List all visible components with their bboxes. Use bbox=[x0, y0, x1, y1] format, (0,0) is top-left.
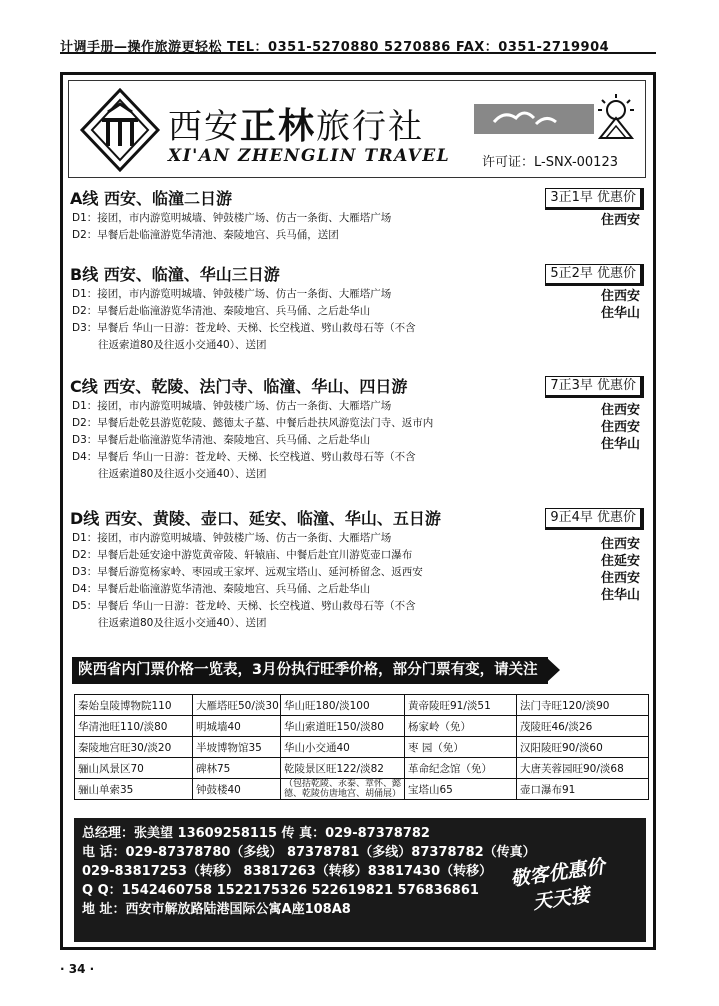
route-stay: 住西安 bbox=[600, 213, 640, 228]
route-day: D3：早餐后游览杨家岭、枣园或王家坪、远观宝塔山、延河桥留念、返西安 bbox=[72, 566, 423, 578]
route-title: D线 西安、黄陵、壶口、延安、临潼、华山、五日游 bbox=[70, 509, 441, 528]
table-row bbox=[75, 737, 649, 758]
route-price-tag: 3正1早 优惠价 bbox=[545, 188, 644, 210]
route-title: A线 西安、临潼二日游 bbox=[70, 189, 232, 208]
license-number: 许可证：L-SNX-00123 bbox=[482, 155, 618, 170]
route-day-continued-text: 往返索道80及往返小交通40）、送团 bbox=[98, 617, 267, 629]
route-stay: 住西安 bbox=[600, 289, 640, 304]
table-cell: 碑林75 bbox=[193, 758, 281, 779]
name-prefix: 西安 bbox=[168, 107, 240, 147]
table-cell: 华山旺180/淡100 bbox=[281, 695, 405, 716]
company-name-en: XI'AN ZHENGLIN TRAVEL bbox=[168, 146, 451, 166]
table-cell: 明城墙40 bbox=[193, 716, 281, 737]
route-stay: 住华山 bbox=[600, 306, 640, 321]
header-text: 计调手册—操作旅游更轻松 TEL：0351-5270880 5270886 FAX：0351-2719904 bbox=[60, 40, 610, 55]
contact-phone: 电 话：029-87378780（多线） 87378781（多线）87378782（传真） bbox=[82, 845, 536, 860]
route-day: D1：接团，市内游览明城墙、钟鼓楼广场、仿古一条街、大雁塔广场 bbox=[72, 212, 392, 224]
route-b bbox=[70, 264, 650, 354]
table-cell-note: （包括乾陵、永泰、章怀、懿德、乾陵仿唐地宫、胡俑展） bbox=[281, 779, 405, 800]
table-cell: 秦陵地宫旺30/淡20 bbox=[75, 737, 193, 758]
route-day: D2：早餐后赴乾县游览乾陵、懿德太子墓、中餐后赴扶风游览法门寺、返市内 bbox=[72, 417, 434, 429]
name-suffix: 旅行社 bbox=[316, 107, 425, 147]
cloud-sun-decoration-icon bbox=[474, 94, 642, 140]
route-stay: 住西安 bbox=[600, 537, 640, 552]
contact-qq: Q Q：1542460758 1522175326 522619821 576836861 bbox=[82, 883, 479, 898]
table-row bbox=[75, 695, 649, 716]
route-title: C线 西安、乾陵、法门寺、临潼、华山、四日游 bbox=[70, 377, 408, 396]
route-stay: 住华山 bbox=[600, 437, 640, 452]
route-price-tag: 9正4早 优惠价 bbox=[545, 508, 644, 530]
route-day-continued bbox=[70, 615, 650, 632]
route-c bbox=[70, 376, 650, 483]
route-stay: 住延安 bbox=[600, 554, 640, 569]
contact-phone-transfer: 029-83817253（转移） 83817263（转移）83817430（转移） bbox=[82, 864, 493, 879]
table-cell: 骊山单索35 bbox=[75, 779, 193, 800]
banner-arrow-tip bbox=[546, 657, 560, 683]
table-cell: 骊山风景区70 bbox=[75, 758, 193, 779]
table-cell: 半坡博物馆35 bbox=[193, 737, 281, 758]
route-day-continued-text: 往返索道80及往返小交通40）、送团 bbox=[98, 468, 267, 480]
route-day: D4：早餐后赴临潼游览华清池、秦陵地宫、兵马俑、之后赴华山 bbox=[72, 583, 371, 595]
table-cell: 法门寺旺120/淡90 bbox=[517, 695, 649, 716]
table-cell: 秦始皇陵博物院110 bbox=[75, 695, 193, 716]
route-day: D2：早餐后赴临潼游览华清池、秦陵地宫、兵马俑、之后赴华山 bbox=[72, 305, 371, 317]
route-price-tag: 5正2早 优惠价 bbox=[545, 264, 644, 286]
route-day: D4：早餐后 华山一日游：苍龙岭、天梯、长空栈道、劈山救母石等（不含 bbox=[72, 451, 416, 463]
slogan-line-1: 敬客优惠价 bbox=[509, 855, 607, 891]
table-cell: 枣 园（免） bbox=[405, 737, 517, 758]
route-day: D2：早餐后赴延安途中游览黄帝陵、轩辕庙、中餐后赴宜川游览壶口瀑布 bbox=[72, 549, 413, 561]
table-cell: 乾陵景区旺122/淡82 bbox=[281, 758, 405, 779]
route-stay: 住西安 bbox=[600, 571, 640, 586]
table-cell: 黄帝陵旺91/淡51 bbox=[405, 695, 517, 716]
route-day-continued bbox=[70, 337, 650, 354]
route-stay: 住西安 bbox=[600, 420, 640, 435]
table-row bbox=[75, 716, 649, 737]
route-d bbox=[70, 508, 650, 632]
route-price-tag: 7正3早 优惠价 bbox=[545, 376, 644, 398]
table-row bbox=[75, 758, 649, 779]
route-day-continued bbox=[70, 466, 650, 483]
header-rule bbox=[60, 52, 656, 54]
route-day: D1：接团，市内游览明城墙、钟鼓楼广场、仿古一条街、大雁塔广场 bbox=[72, 532, 392, 544]
table-cell: 壶口瀑布91 bbox=[517, 779, 649, 800]
table-cell: 茂陵旺46/淡26 bbox=[517, 716, 649, 737]
route-stay: 住华山 bbox=[600, 588, 640, 603]
route-day: D2：早餐后赴临潼游览华清池、秦陵地宫、兵马俑，送团 bbox=[72, 229, 339, 241]
contact-manager-fax: 总经理：张美望 13609258115 传 真：029-87378782 bbox=[82, 826, 430, 841]
ticket-price-table bbox=[74, 694, 649, 800]
route-day: D1：接团，市内游览明城墙、钟鼓楼广场、仿古一条街、大雁塔广场 bbox=[72, 400, 392, 412]
table-cell: 钟鼓楼40 bbox=[193, 779, 281, 800]
table-cell: 华山索道旺150/淡80 bbox=[281, 716, 405, 737]
route-day: D3：早餐后赴临潼游览华清池、秦陵地宫、兵马俑、之后赴华山 bbox=[72, 434, 371, 446]
company-name-cn bbox=[168, 98, 424, 149]
route-day-continued-text: 往返索道80及往返小交通40）、送团 bbox=[98, 339, 267, 351]
table-cell: 革命纪念馆（免） bbox=[405, 758, 517, 779]
table-cell: 汉阳陵旺90/淡60 bbox=[517, 737, 649, 758]
table-cell: 大唐芙蓉园旺90/淡68 bbox=[517, 758, 649, 779]
ticket-price-banner: 陕西省内门票价格一览表，3月份执行旺季价格，部分门票有变，请关注 bbox=[72, 657, 548, 684]
company-logo-icon bbox=[78, 88, 162, 172]
page-header bbox=[60, 36, 656, 55]
name-brand: 正林 bbox=[240, 106, 317, 147]
route-stay: 住西安 bbox=[600, 403, 640, 418]
contact-address: 地 址：西安市解放路陆港国际公寓A座108A8 bbox=[82, 902, 351, 917]
table-cell: 华山小交通40 bbox=[281, 737, 405, 758]
table-cell: 杨家岭（免） bbox=[405, 716, 517, 737]
table-cell: 宝塔山65 bbox=[405, 779, 517, 800]
table-row bbox=[75, 779, 649, 800]
page-number: · 34 · bbox=[60, 962, 95, 976]
route-title: B线 西安、临潼、华山三日游 bbox=[70, 265, 280, 284]
table-cell: 华清池旺110/淡80 bbox=[75, 716, 193, 737]
table-cell: 大雁塔旺50/淡30 bbox=[193, 695, 281, 716]
slogan-line-2: 天天接 bbox=[531, 884, 592, 914]
route-day: D1：接团，市内游览明城墙、钟鼓楼广场、仿古一条街、大雁塔广场 bbox=[72, 288, 392, 300]
route-a bbox=[70, 188, 650, 244]
route-day: D5：早餐后 华山一日游：苍龙岭、天梯、长空栈道、劈山救母石等（不含 bbox=[72, 600, 416, 612]
route-day: D3：早餐后 华山一日游：苍龙岭、天梯、长空栈道、劈山救母石等（不含 bbox=[72, 322, 416, 334]
